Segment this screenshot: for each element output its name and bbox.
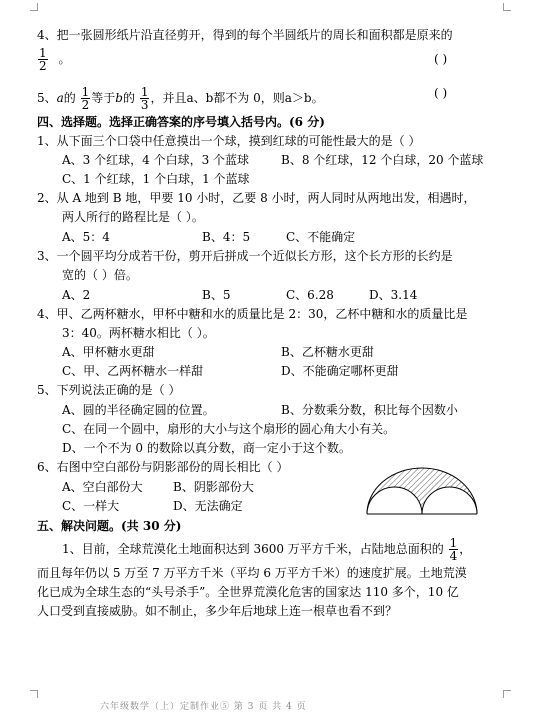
judge-q4-answer-paren[interactable]: ( ) xyxy=(434,52,448,66)
judge-q4-line1: 4、把一张圆形纸片沿直径剪开，得到的每个半圆纸片的周长和面积都是原来的 xyxy=(37,28,453,42)
s4-q2-option-a[interactable]: A、5：4 xyxy=(62,230,110,244)
s4-q5-option-a[interactable]: A、圆的半径确定圆的位置。 xyxy=(62,403,215,417)
s4-q6-option-d[interactable]: D、无法确定 xyxy=(173,499,243,513)
s4-q3-option-c[interactable]: C、6.28 xyxy=(286,288,334,302)
s4-q5-option-d[interactable]: D、一个不为 0 的数除以真分数，商一定小于这个数。 xyxy=(62,441,351,455)
s4-q2-stem-line1: 2、从 A 地到 B 地，甲要 10 小时，乙要 8 小时，两人同时从两地出发，相遇时， xyxy=(37,191,476,205)
judge-q5-line: 5、a的 $\frac{1}{2}$ 等于b的 $\frac{1}{3}$ ，并且a、b都不为 0，则a＞b。 xyxy=(37,85,324,112)
s4-q5-option-c[interactable]: C、在同一个圆中，扇形的大小与这个扇形的圆心角大小有关。 xyxy=(62,422,396,436)
semicircle-figure xyxy=(362,462,482,518)
s4-q4-option-a[interactable]: A、甲杯糖水更甜 xyxy=(62,345,155,359)
s4-q4-stem-line2: 3：40。两杯糖水相比（ ）。 xyxy=(62,326,215,340)
fraction-one-quarter: $\frac{1}{4}$ xyxy=(449,536,458,563)
s4-q4-option-b[interactable]: B、乙杯糖水更甜 xyxy=(281,345,374,359)
page-footer: 六年级数学（上）定制作业⑤ 第 3 页 共 4 页 xyxy=(100,702,307,712)
s4-q1-stem: 1、从下面三个口袋中任意摸出一个球，摸到红球的可能性最大的是（ ） xyxy=(37,134,421,148)
s4-q6-option-c[interactable]: C、一样大 xyxy=(62,499,120,513)
s4-q6-stem: 6、右图中空白部份与阴影部份的周长相比（ ） xyxy=(37,460,289,474)
s4-q5-option-b[interactable]: B、分数乘分数，积比每个因数小 xyxy=(281,403,458,417)
fraction-one-half-q5: $\frac{1}{2}$ xyxy=(81,85,90,112)
judge-q5-answer-paren[interactable]: ( ) xyxy=(434,86,448,100)
s4-q4-option-c[interactable]: C、甲、乙两杯糖水一样甜 xyxy=(62,364,204,378)
s5-p1-line4: 人口受到直接威胁。如不制止，多少年后地球上连一根草也看不到？ xyxy=(37,604,398,618)
s4-q2-option-b[interactable]: B、4：5 xyxy=(202,230,251,244)
s4-q6-option-a[interactable]: A、空白部份大 xyxy=(62,480,143,494)
s4-q2-stem-line2: 两人所行的路程比是（ ）。 xyxy=(62,210,204,224)
s4-q1-option-b[interactable]: B、8 个红球，12 个白球，20 个蓝球 xyxy=(281,153,484,167)
s4-q1-option-c[interactable]: C、1 个红球，1 个白球，1 个蓝球 xyxy=(62,172,250,186)
judge-q4-line2: $\frac{1}{2}$ 。 xyxy=(39,46,71,73)
s4-q4-stem-line1: 4、甲、乙两杯糖水，甲杯中糖和水的质量比是 2：30，乙杯中糖和水的质量比是 xyxy=(37,307,468,321)
s4-q3-option-d[interactable]: D、3.14 xyxy=(369,288,418,302)
s4-q3-option-a[interactable]: A、2 xyxy=(62,288,91,302)
s5-p1-line3: 化已成为全球生态的“头号杀手”。全世界荒漠化危害的国家达 110 多个，10 亿 xyxy=(37,585,459,599)
fraction-one-third-q5: $\frac{1}{3}$ xyxy=(140,85,149,112)
fraction-one-half: $\frac{1}{2}$ xyxy=(39,46,47,73)
s4-q4-option-d[interactable]: D、不能确定哪杯更甜 xyxy=(281,364,399,378)
s4-q3-stem-line1: 3、一个圆平均分成若干份，剪开后拼成一个近似长方形，这个长方形的长约是 xyxy=(37,249,453,263)
s4-q5-stem: 5、下列说法正确的是（ ） xyxy=(37,383,181,397)
s4-q6-option-b[interactable]: B、阴影部份大 xyxy=(173,480,254,494)
s4-q3-stem-line2: 宽的（ ）倍。 xyxy=(62,268,138,282)
corner-mark-bottom-right xyxy=(503,690,511,698)
s4-q1-option-a[interactable]: A、3 个红球，4 个白球，3 个蓝球 xyxy=(62,153,250,167)
corner-mark-top-right xyxy=(503,3,511,11)
corner-mark-bottom-left xyxy=(30,690,38,698)
s4-q3-option-b[interactable]: B、5 xyxy=(202,288,231,302)
corner-mark-top-left xyxy=(30,3,38,11)
s4-q2-option-c[interactable]: C、不能确定 xyxy=(286,230,356,244)
s5-p1-line2: 而且每年仍以 5 万至 7 万平方千米（平均 6 万平方千米）的速度扩展。土地荒漠 xyxy=(37,566,467,580)
s5-p1-line1: 1、目前，全球荒漠化土地面积达到 3600 万平方千米，占陆地总面积的 $\frac{1}{4}$ ， xyxy=(62,536,472,563)
section4-heading: 四、选择题。选择正确答案的序号填入括号内。(6 分) xyxy=(37,115,325,129)
section5-heading: 五、解决问题。(共 30 分) xyxy=(37,519,182,533)
